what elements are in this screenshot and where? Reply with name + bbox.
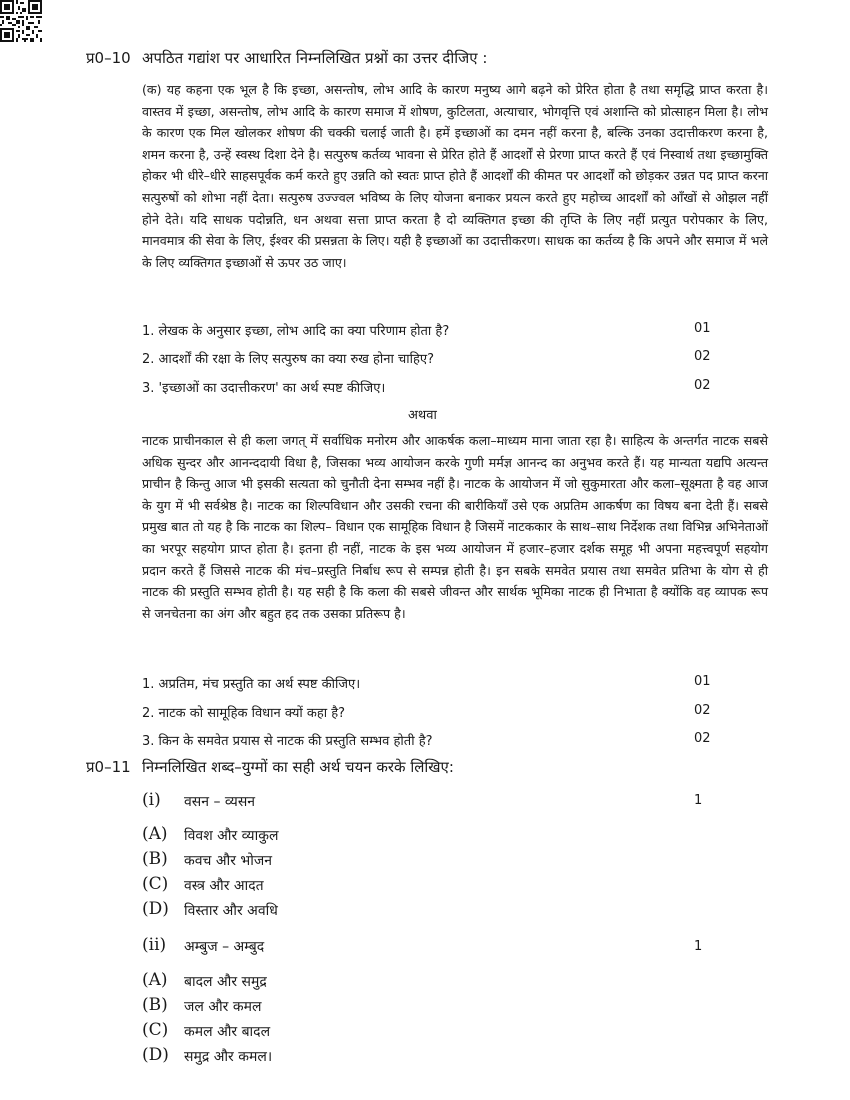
- q10-title: अपठित गद्यांश पर आधारित निम्नलिखित प्रश्नों का उत्तर दीजिए :: [142, 49, 488, 67]
- item-i-option-c: वस्त्र और आदत: [184, 878, 264, 894]
- marks-a2: 02: [694, 349, 711, 364]
- athva-divider: अथवा: [408, 408, 437, 423]
- question-a1: 1. लेखक के अनुसार इच्छा, लोभ आदि का क्या परिणाम होता है?: [142, 324, 450, 339]
- qr-code-icon: [0, 0, 42, 42]
- question-a2: 2. आदर्शों की रक्षा के लिए सत्पुरुष का क्या रुख होना चाहिए?: [142, 352, 434, 367]
- marks-a1: 01: [694, 321, 711, 336]
- marks-a3: 02: [694, 378, 711, 393]
- item-ii-option-c-label: (C): [142, 1020, 169, 1040]
- marks-b1: 01: [694, 674, 711, 689]
- q11-title: निम्नलिखित शब्द–युग्मों का सही अर्थ चयन करके लिखिए:: [142, 758, 454, 776]
- item-ii-marks: 1: [694, 939, 703, 954]
- item-ii-label: (ii): [142, 935, 167, 955]
- question-a3: 3. 'इच्छाओं का उदात्तीकरण' का अर्थ स्पष्ट कीजिए।: [142, 381, 386, 396]
- passage-b: नाटक प्राचीनकाल से ही कला जगत् में सर्वाधिक मनोरम और आकर्षक कला–माध्यम माना जाता रहा है। साहित्य के अन्तर्गत नाटक सबसे अधिक सुन्दर और आनन्ददायी विधा है, जिसका भव्य आयोजन करके गुणी मर्मज्ञ आनन्द का अनुभव करते हैं। यह मान्यता यद्यपि अत्यन्त प्राचीन है किन्तु आज भी इसकी सत्यता को चुनौती देना सम्भव नहीं है। नाटक के आयोजन में जो सुकुमारता और कला–सूक्ष्मता है वह आज के युग में भी सर्वश्रेष्ठ है। नाटक का शिल्पविधान और उसकी रचना की बारीकियाँ उसे एक अप्रतिम आकर्षण का विषय बना देती हैं। सबसे प्रमुख बात तो यह है कि नाटक का शिल्प– विधान एक सामूहिक विधान है जिसमें नाटककार के साथ–साथ निर्देशक तथा विभिन्न अभिनेताओं का भरपूर सहयोग प्राप्त होता है। इतना ही नहीं, नाटक के इस भव्य आयोजन में हजार–हजार दर्शक समूह भी अपना महत्त्वपूर्ण सहयोग प्रदान करते हैं जिससे नाटक की मंच–प्रस्तुति निर्बाध रूप से सम्पन्न होती है। इन सबके समवेत प्रयास तथा समवेत प्रतिभा के योग से ही नाटक की प्रस्तुति सम्भव होती है। यह सही है कि कला की सबसे जीवन्त और सार्थक भूमिका नाटक ही निभाता है क्योंकि वह व्यापक रूप से जनचेतना का अंग और बहुत हद तक उसका प्रतिरूप है।: [142, 433, 768, 621]
- item-i-marks: 1: [694, 793, 703, 808]
- q11-number: प्र0–11: [86, 758, 131, 776]
- item-i-option-a: विवश और व्याकुल: [184, 828, 279, 844]
- item-i-option-b-label: (B): [142, 849, 168, 869]
- item-i-words: वसन – व्यसन: [184, 794, 256, 810]
- item-i-option-d: विस्तार और अवधि: [184, 903, 278, 919]
- item-i-option-a-label: (A): [142, 824, 168, 844]
- item-ii-option-b: जल और कमल: [184, 999, 262, 1015]
- item-ii-option-d-label: (D): [142, 1045, 169, 1065]
- marks-b2: 02: [694, 703, 711, 718]
- item-i-option-d-label: (D): [142, 899, 169, 919]
- question-b3: 3. किन के समवेत प्रयास से नाटक की प्रस्तुति सम्भव होती है?: [142, 734, 433, 749]
- item-ii-option-a-label: (A): [142, 970, 168, 990]
- item-i-label: (i): [142, 790, 161, 810]
- item-i-option-b: कवच और भोजन: [184, 853, 273, 869]
- item-ii-option-a: बादल और समुद्र: [184, 974, 267, 990]
- item-i-option-c-label: (C): [142, 874, 169, 894]
- item-ii-words: अम्बुज – अम्बुद: [184, 939, 265, 955]
- passage-a: (क) यह कहना एक भूल है कि इच्छा, असन्तोष, लोभ आदि के कारण मनुष्य आगे बढ़ने को प्रेरित होता है तथा समृद्धि प्राप्त करता है। वास्तव में इच्छा, असन्तोष, लोभ आदि के कारण समाज में शोषण, कुटिलता, अत्याचार, भोगवृत्ति एवं अशान्ति को प्रोत्साहन मिला है। लोभ के कारण एक मिल खोलकर शोषण की चक्की चलाई जाती है। हमें इच्छाओं का दमन नहीं करना है, बल्कि उनका उदात्तीकरण करना है, शमन करना है, उन्हें स्वस्थ दिशा देने है। सत्पुरुष कर्तव्य भावना से प्रेरित होते हैं आदर्शों से प्रेरणा प्राप्त करते हैं एवं निस्वार्थ तथा इच्छामुक्ति होकर भी धीरे–धीरे साहसपूर्वक कर्म करते हुए उन्नति को स्वतः प्राप्त होते हैं आदर्शों की कीमत पर आदर्शों को छोड़कर उन्नत पद प्राप्त करना सत्पुरुषों को शोभा नहीं देता। सत्पुरुष उज्ज्वल भविष्य के लिए योजना बनाकर प्रयत्न करते हुए महोच्च आदर्शों को आँखों से ओझल नहीं होने देते। यदि साधक पदोन्नति, धन अथवा सत्ता प्राप्त करता है दो व्यक्तिगत इच्छा की तृप्ति के लिए नहीं प्रत्युत परोपकार के लिए, मानवमात्र की सेवा के लिए, ईश्वर की प्रसन्नता के लिए। यही है इच्छाओं का उदात्तीकरण। साधक का कर्तव्य है कि अपने और समाज में भले के लिए व्यक्तिगत इच्छाओं से ऊपर उठ जाए।: [142, 82, 768, 270]
- item-ii-option-c: कमल और बादल: [184, 1024, 271, 1040]
- item-ii-option-b-label: (B): [142, 995, 168, 1015]
- q10-number: प्र0–10: [86, 49, 131, 67]
- question-b2: 2. नाटक को सामूहिक विधान क्यों कहा है?: [142, 706, 346, 721]
- question-b1: 1. अप्रतिम, मंच प्रस्तुति का अर्थ स्पष्ट कीजिए।: [142, 677, 361, 692]
- marks-b3: 02: [694, 731, 711, 746]
- item-ii-option-d: समुद्र और कमल।: [184, 1049, 273, 1065]
